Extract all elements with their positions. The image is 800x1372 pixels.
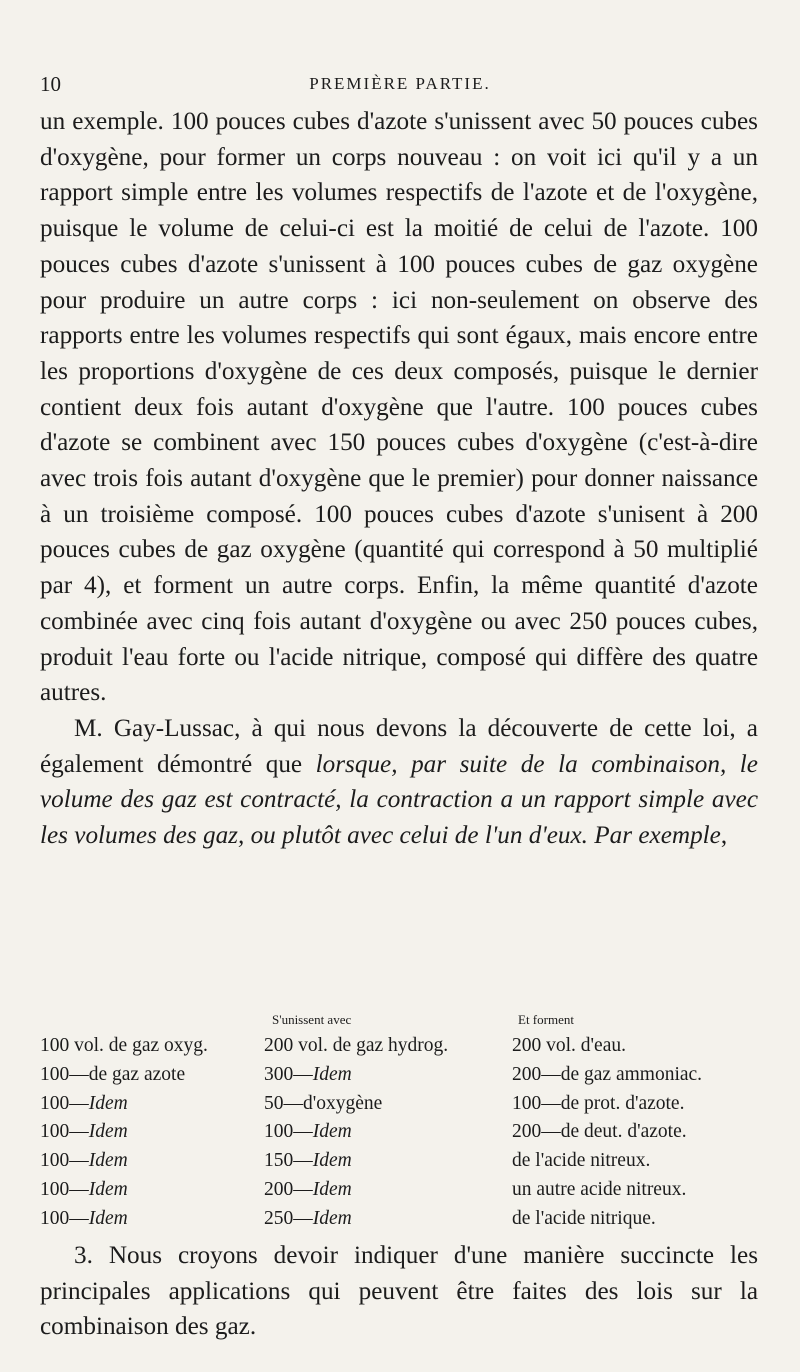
cell-text: 300—	[264, 1063, 313, 1085]
cell-text: 200 vol. de gaz hydrog.	[264, 1035, 449, 1056]
table-cell-c3	[512, 1205, 762, 1234]
cell-text: 150—	[264, 1150, 313, 1172]
table-cell-c1	[40, 1176, 264, 1205]
cell-text: 50—d'oxygène	[264, 1092, 383, 1114]
data-table	[40, 1032, 762, 1234]
cell-text: de l'acide nitreux.	[512, 1150, 651, 1172]
table-cell-c2	[264, 1176, 512, 1205]
table-cell-c1	[40, 1090, 264, 1119]
table-cell-c3	[512, 1147, 762, 1176]
table-cell-c2	[264, 1032, 512, 1061]
table-cell-c1	[40, 1032, 264, 1061]
cell-text: 100—	[40, 1150, 89, 1172]
table-row	[40, 1205, 762, 1234]
table-cell-c3	[512, 1090, 762, 1119]
cell-text: 100—de gaz azote	[40, 1063, 186, 1085]
body-text	[40, 104, 758, 854]
table-cell-c3	[512, 1176, 762, 1205]
table-row	[40, 1147, 762, 1176]
table-cell-c1	[40, 1061, 264, 1090]
cell-idem: Idem	[88, 1207, 128, 1229]
paragraph-3: 3. Nous croyons devoir indiquer d'une manière succincte les principales applications qui peuvent être faites des lois sur la combinaison des gaz.	[40, 1242, 758, 1341]
cell-text: 100 vol. de gaz oxyg.	[40, 1035, 208, 1056]
cell-text: 100—	[40, 1207, 89, 1229]
cell-text: un autre acide nitreux.	[512, 1178, 687, 1200]
cell-idem: Idem	[312, 1178, 352, 1200]
running-title: PREMIÈRE PARTIE.	[309, 74, 491, 93]
table-cell-c1	[40, 1147, 264, 1176]
cell-text: 200 vol. d'eau.	[512, 1035, 626, 1056]
cell-text: 200—de gaz ammoniac.	[512, 1063, 703, 1085]
header-unissent-avec: S'unissent avec	[272, 1012, 352, 1027]
paragraph-1: un exemple. 100 pouces cubes d'azote s'unissent avec 50 pouces cubes d'oxygène, pour former un corps nouveau : on voit ici qu'il y a un rapport simple entre les volumes respectifs de l'azote et de l'oxygène, puisque le volume de celui-ci est la moitié de celui de l'azote. 100 pouces cubes d'azote s'unissent à 100 pouces cubes de gaz oxygène pour produire un autre corps : ici non-seulement on observe des rapports entre les volumes respectifs qui sont égaux, mais encore entre les proportions d'oxygène de ces deux composés, puisque le dernier contient deux fois autant d'oxygène que l'autre. 100 pouces cubes d'azote se combinent avec 150 pouces cubes d'oxygène (c'est-à-dire avec trois fois autant d'oxygène que le premier) pour donner naissance à un troisième composé. 100 pouces cubes d'azote s'unisent à 200 pouces cubes de gaz oxygène (quantité qui correspond à 50 multiplié par 4), et forment un autre corps. Enfin, la même quantité d'azote combinée avec cinq fois autant d'oxygène ou avec 250 pouces cubes, produit l'eau forte ou l'acide nitrique, composé qui diffère des quatre autres.	[40, 108, 758, 707]
cell-idem: Idem	[88, 1178, 128, 1200]
cell-idem: Idem	[312, 1121, 352, 1143]
cell-idem: Idem	[312, 1063, 352, 1085]
cell-text: 100—	[40, 1178, 89, 1200]
table-cell-c2	[264, 1118, 512, 1147]
table-cell-c1	[40, 1118, 264, 1147]
cell-text: 100—	[40, 1092, 89, 1114]
running-head	[40, 72, 760, 102]
cell-idem: Idem	[88, 1121, 128, 1143]
cell-idem: Idem	[88, 1150, 128, 1172]
table-cell-c3	[512, 1118, 762, 1147]
table-cell-c3	[512, 1032, 762, 1061]
table-row	[40, 1176, 762, 1205]
table-row	[40, 1061, 762, 1090]
cell-idem: Idem	[312, 1207, 352, 1229]
cell-idem: Idem	[312, 1150, 352, 1172]
table-cell-c1	[40, 1205, 264, 1234]
cell-text: 100—de prot. d'azote.	[512, 1092, 685, 1114]
cell-text: 200—de deut. d'azote.	[512, 1121, 687, 1143]
paragraph-2	[40, 711, 758, 854]
page-number: 10	[40, 72, 61, 96]
table-row	[40, 1118, 762, 1147]
cell-text: 200—	[264, 1178, 313, 1200]
cell-text: 100—	[40, 1121, 89, 1143]
table-cell-c2	[264, 1061, 512, 1090]
table-row	[40, 1032, 762, 1061]
paragraph-2-roman: M. Gay-Lussac, à qui nous devons la découverte de cette loi, a également démontré que	[40, 714, 758, 778]
table-cell-c2	[264, 1147, 512, 1176]
paragraph-2-italic: lorsque, par suite de la combinaison, le volume des gaz est contracté, la contraction a un rapport simple avec les volumes des gaz, ou plutôt avec celui de l'un d'eux. Par exemple	[40, 750, 758, 850]
table-headers	[40, 1006, 762, 1032]
cell-text: de l'acide nitrique.	[512, 1207, 656, 1229]
table-cell-c2	[264, 1205, 512, 1234]
paragraph-2-end: ,	[720, 822, 728, 850]
combination-table	[40, 1006, 762, 1234]
closing-text	[40, 1238, 758, 1345]
cell-text: 250—	[264, 1207, 313, 1229]
cell-text: 100—	[264, 1121, 313, 1143]
table-row	[40, 1090, 762, 1119]
table-cell-c3	[512, 1061, 762, 1090]
header-et-forment: Et forment	[518, 1012, 574, 1027]
table-cell-c2	[264, 1090, 512, 1119]
cell-idem: Idem	[88, 1092, 128, 1114]
